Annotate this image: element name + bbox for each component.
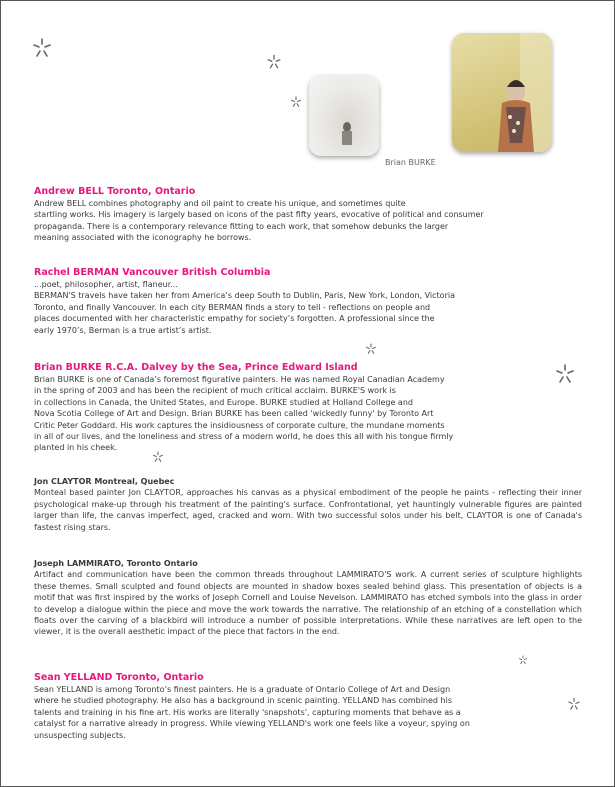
artwork-thumbnail-large (452, 33, 552, 152)
sparkle-icon (518, 655, 528, 665)
artist-section-claytor (34, 476, 582, 533)
artist-section-lammirato (34, 558, 582, 638)
bio-line: propaganda. There is a contemporary relevance fitting to each work, that somehow debunks the larger (34, 221, 449, 231)
bio-line: Andrew BELL combines photography and oil paint to create his unique, and sometimes quite (34, 199, 406, 208)
sparkle-icon (365, 343, 377, 355)
artist-section-burke (34, 362, 582, 454)
bio-line: catalyst for a narrative already in progress. While viewing YELLAND's work one feels like a voyeur, spying on (34, 719, 470, 729)
sparkle-icon (290, 96, 302, 108)
bio-line: Critic Peter Goddard. His work captures the insidiousness of corporate culture, the mundane moments (34, 420, 445, 430)
bio-line: in all of our lives, and the loneliness and stress of a modern world, he does this all with his tongue firmly (34, 432, 454, 442)
artwork-thumbnail-small (309, 75, 379, 156)
bio-line: ...poet, philosopher, artist, flaneur... (34, 280, 178, 289)
artist-heading: Joseph LAMMIRATO, Toronto Ontario (34, 559, 198, 568)
bio-line: where he studied photography. He also has a background in scenic painting. YELLAND has combined his (34, 696, 453, 706)
sparkle-icon (266, 54, 282, 70)
bio-line: Sean YELLAND is among Toronto’s finest painters. He is a graduate of Ontario College of Art and Design (34, 685, 451, 694)
artist-heading: Sean YELLAND Toronto, Ontario (34, 672, 204, 683)
thumbnail-caption: Brian BURKE (385, 158, 436, 167)
bio-line: Brian BURKE is one of Canada’s foremost figurative painters. He was named Royal Canadian Academy (34, 375, 445, 384)
artist-heading: Andrew BELL Toronto, Ontario (34, 186, 196, 197)
bio-line: early 1970’s, Berman is a true artist’s artist. (34, 325, 212, 335)
artist-section-yelland (34, 672, 582, 741)
bio-line: talents and training in his fine art. His works are literally 'snapshots', capturing moments that behave as a (34, 707, 461, 717)
artist-heading: Rachel BERMAN Vancouver British Columbia (34, 267, 271, 278)
artist-heading: Jon CLAYTOR Montreal, Quebec (34, 477, 175, 486)
artist-section-berman (34, 267, 582, 336)
bio-line: Toronto, and finally Vancouver. In each city BERMAN finds a story to tell - reflections on people and (34, 302, 431, 312)
bio-paragraph: Artifact and communication have been the common threads throughout LAMMIRATO'S work. A current series of sculpture highlights these themes. Small sculpted and found objects are mounted in shadow boxes sealed behind glass. This presentation of objects is a motif that was first inspired by the works of Joseph Cornell and Louise Nevelson. LAMMIRATO has etched symbols into the glass in order to develop a dialogue within the piece and move the work towards the narrative. The relationship of an etching of a constellation which floats over the carving of a blackbird will introduce a number of possible interpretations. While these narratives are left open to the viewer, it is the overall aesthetic impact of the piece that factors in the end. (34, 570, 582, 637)
bio-line: places documented with her characteristic empathy for society’s forgotten. A professional since the (34, 314, 435, 324)
bio-line: Nova Scotia College of Art and Design. Brian BURKE has been called 'wickedly funny' by Toronto Art (34, 409, 434, 419)
bio-line: BERMAN'S travels have taken her from America’s deep South to Dublin, Paris, New York, London, Victoria (34, 291, 455, 301)
bio-line: meaning associated with the iconography he borrows. (34, 233, 252, 243)
bio-paragraph: Monteal based painter Jon CLAYTOR, approaches his canvas as a physical embodiment of the people he paints - reflecting their inner psychological make-up through his treatment of the painting's surface. Confrontational, yet hauntingly vulnerable figures are painted larger than life, the canvas imperfect, aged, cracked and worn. With two successful solos under his belt, CLAYTOR is one of Canada's fastest rising stars. (34, 488, 582, 532)
bio-line: unsuspecting subjects. (34, 730, 126, 740)
bio-line: in the spring of 2003 and has been the recipient of much critical acclaim. BURKE'S work is (34, 386, 396, 396)
bio-line: startling works. His imagery is largely based on icons of the past fifty years, evocative of political and consumer (34, 210, 484, 220)
artist-heading: Brian BURKE R.C.A. Dalvey by the Sea, Prince Edward Island (34, 362, 358, 373)
bio-line: in collections in Canada, the United States, and Europe. BURKE studied at Holland College and (34, 397, 413, 407)
bio-line: planted in his cheek. (34, 443, 118, 453)
artist-section-bell (34, 186, 582, 244)
sparkle-icon (31, 37, 53, 59)
